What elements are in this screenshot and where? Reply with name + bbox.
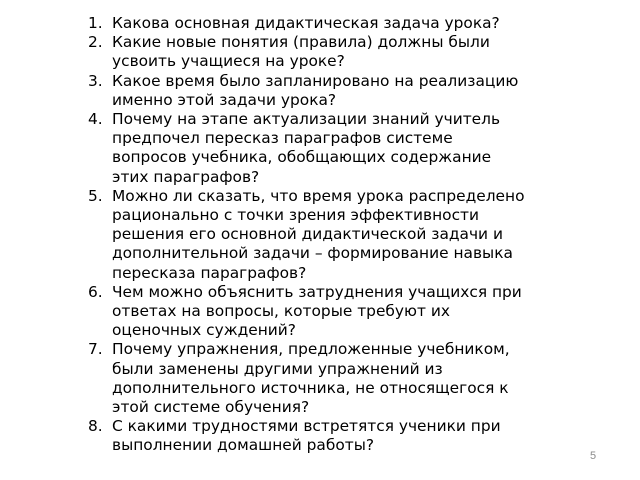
question-list bbox=[88, 14, 528, 456]
slide-number: 5 bbox=[590, 450, 597, 462]
question-text: Чем можно объяснить затруднения учащихся при ответах на вопросы, которые требуют их оценочных суждений? bbox=[112, 282, 522, 340]
question-number: 3. bbox=[88, 71, 103, 90]
question-item-2 bbox=[88, 33, 528, 71]
question-text: Почему упражнения, предложенные учебником, были заменены другими упражнений из дополнительного источника, не относящегося к этой системе обучения? bbox=[112, 340, 510, 417]
question-text: Какова основная дидактическая задача урока? bbox=[112, 14, 500, 32]
question-item-5 bbox=[88, 187, 528, 283]
question-number: 7. bbox=[88, 340, 103, 359]
question-text: Какое время было запланировано на реализацию именно этой задачи урока? bbox=[112, 71, 519, 109]
question-number: 5. bbox=[88, 186, 103, 205]
question-text: Почему на этапе актуализации знаний учитель предпочел пересказ параграфов системе вопросов учебника, обобщающих содержание этих параграфов? bbox=[112, 110, 501, 186]
question-number: 2. bbox=[88, 33, 103, 52]
question-item-1 bbox=[88, 14, 528, 33]
question-item-8 bbox=[88, 417, 528, 455]
question-number: 8. bbox=[88, 417, 103, 436]
question-item-3 bbox=[88, 72, 528, 110]
question-item-4 bbox=[88, 110, 528, 187]
question-number: 6. bbox=[88, 282, 103, 301]
question-number: 4. bbox=[88, 110, 103, 129]
question-item-7 bbox=[88, 340, 528, 417]
question-text: Какие новые понятия (правила) должны были усвоить учащиеся на уроке? bbox=[112, 33, 490, 71]
question-text: С какими трудностями встретятся ученики при выполнении домашней работы? bbox=[112, 417, 501, 455]
question-number: 1. bbox=[88, 14, 103, 32]
question-text: Можно ли сказать, что время урока распределено рационально с точки зрения эффективности решения его основной дидактической задачи и дополнительной задачи – формирование навыка пересказа параграфов? bbox=[112, 186, 525, 282]
question-item-6 bbox=[88, 283, 528, 341]
